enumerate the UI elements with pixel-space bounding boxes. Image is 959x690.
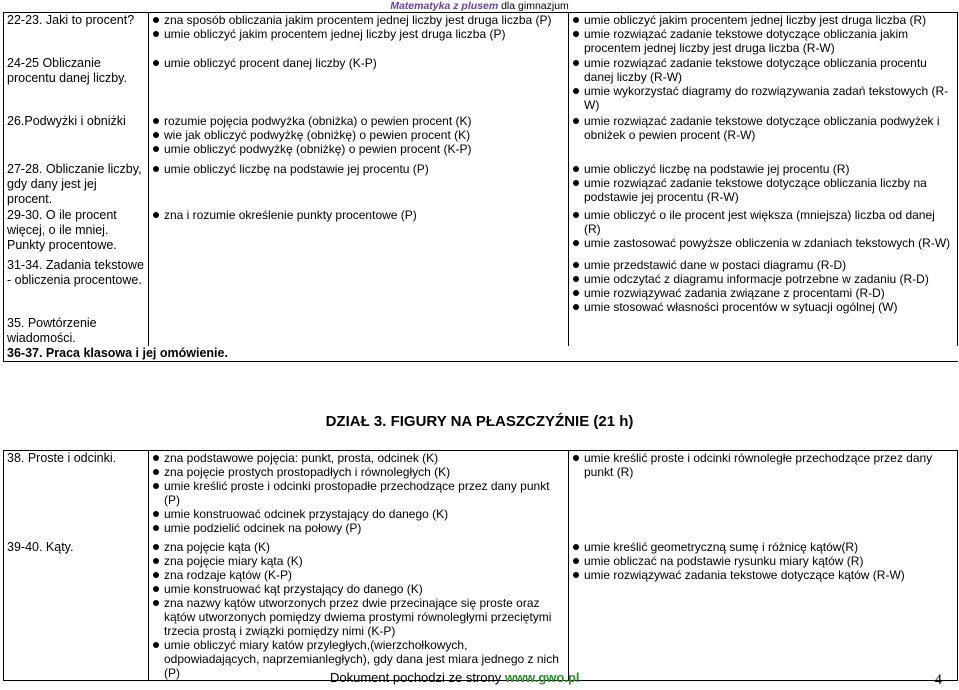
requirement-item: umie obliczyć miary katów przyległych,(wierzchołkowych, odpowiadających, naprzemianległych), gdy dana jest miara jednego z nich (P) <box>152 638 565 680</box>
requirement-item: umie rozwiązać zadanie tekstowe dotyczące obliczania liczby na podstawie jej procentu (R-W) <box>572 176 954 204</box>
topic-cell: 24-25 Obliczanie procentu danej liczby. <box>4 56 149 114</box>
extended-requirements-list <box>572 258 954 314</box>
requirement-item: umie konstruować odcinek przystający do danego (K) <box>152 507 565 521</box>
extended-requirements-cell <box>569 451 958 540</box>
extended-requirements-cell <box>569 114 958 162</box>
requirement-item: zna pojęcie prostych prostopadłych i równoległych (K) <box>152 465 565 479</box>
extended-requirements-list <box>572 114 954 142</box>
extended-requirements-list <box>572 162 954 204</box>
basic-requirements-list <box>152 208 565 222</box>
requirement-item: umie rozwiązywać zadania tekstowe dotyczące kątów (R-W) <box>572 568 954 582</box>
requirement-item: zna sposób obliczania jakim procentem jednej liczby jest druga liczba (P) <box>152 13 565 27</box>
extended-requirements-cell <box>569 258 958 316</box>
requirement-item: umie obliczyć o ile procent jest większa (mniejsza) liczba od danej (R) <box>572 208 954 236</box>
table-row <box>4 162 958 208</box>
extended-requirements-list <box>572 540 954 582</box>
table-row-final <box>4 346 958 362</box>
extended-requirements-list <box>572 208 954 250</box>
extended-requirements-list <box>572 56 954 112</box>
extended-requirements-list <box>572 13 954 55</box>
requirement-item: umie kreślić proste i odcinki prostopadłe przechodzące przez dany punkt (P) <box>152 479 565 507</box>
table-row <box>4 258 958 316</box>
basic-requirements-list <box>152 56 565 70</box>
requirement-item: zna podstawowe pojęcia: punkt, prosta, odcinek (K) <box>152 451 565 465</box>
source-link[interactable]: www.gwo.pl <box>504 670 580 685</box>
requirement-item: umie wykorzystać diagramy do rozwiązywania zadań tekstowych (R-W) <box>572 84 954 112</box>
page-header <box>0 0 959 12</box>
table-row <box>4 316 958 346</box>
basic-requirements-list <box>152 13 565 41</box>
basic-requirements-cell <box>149 208 569 258</box>
extended-requirements-list <box>572 451 954 479</box>
basic-requirements-cell <box>149 162 569 208</box>
topic-cell: 39-40. Kąty. <box>4 540 149 681</box>
requirement-item: umie rozwiązać zadanie tekstowe dotyczące obliczania jakim procentem jednej liczby jest druga liczba (R-W) <box>572 27 954 55</box>
requirement-item: rozumie pojęcia podwyżka (obniżka) o pewien procent (K) <box>152 114 565 128</box>
topic-cell: 31-34. Zadania tekstowe - obliczenia procentowe. <box>4 258 149 316</box>
basic-requirements-list <box>152 451 565 535</box>
requirement-item: umie rozwiązać zadanie tekstowe dotyczące obliczania podwyżek i obniżek o pewien procent (R-W) <box>572 114 954 142</box>
requirement-item: umie obliczać na podstawie rysunku miary kątów (R) <box>572 554 954 568</box>
requirement-item: umie rozwiązać zadanie tekstowe dotyczące obliczania procentu danej liczby (R-W) <box>572 56 954 84</box>
requirement-item: umie obliczyć procent danej liczby (K-P) <box>152 56 565 70</box>
basic-requirements-cell <box>149 451 569 540</box>
basic-requirements-cell <box>149 56 569 114</box>
header-subtitle: dla gimnazjum <box>501 0 569 12</box>
source-prefix: Dokument pochodzi ze strony <box>330 670 502 685</box>
extended-requirements-cell <box>569 540 958 681</box>
topic-cell: 22-23. Jaki to procent? <box>4 13 149 56</box>
header-brand: Matematyka z plusem <box>390 0 499 12</box>
page-footer <box>0 670 959 690</box>
requirement-item: umie kreślić geometryczną sumę i różnicę kątów(R) <box>572 540 954 554</box>
topic-cell: 26.Podwyżki i obniżki <box>4 114 149 162</box>
requirement-item: umie podzielić odcinek na połowy (P) <box>152 521 565 535</box>
section-title: DZIAŁ 3. FIGURY NA PŁASZCZYŹNIE (21 h) <box>325 413 634 430</box>
requirement-item: umie przedstawić dane w postaci diagramu (R-D) <box>572 258 954 272</box>
curriculum-table-figures <box>3 450 958 681</box>
basic-requirements-cell <box>149 258 569 316</box>
requirement-item: zna pojęcie kąta (K) <box>152 540 565 554</box>
source-note <box>330 670 580 686</box>
basic-requirements-cell <box>149 316 569 346</box>
basic-requirements-cell <box>149 114 569 162</box>
requirement-item: umie odczytać z diagramu informacje potrzebne w zadaniu (R-D) <box>572 272 954 286</box>
basic-requirements-cell <box>149 540 569 681</box>
basic-requirements-list <box>152 540 565 680</box>
curriculum-table-body <box>4 13 958 362</box>
requirement-item: zna pojęcie miary kąta (K) <box>152 554 565 568</box>
curriculum-table-percent <box>3 12 958 362</box>
topic-cell: 27-28. Obliczanie liczby, gdy dany jest jej procent. <box>4 162 149 208</box>
requirement-item: umie zastosować powyższe obliczenia w zdaniach tekstowych (R-W) <box>572 236 954 250</box>
table-row <box>4 56 958 114</box>
extended-requirements-cell <box>569 56 958 114</box>
topic-cell: 35. Powtórzenie wiadomości. <box>4 316 149 346</box>
requirement-item: zna i rozumie określenie punkty procentowe (P) <box>152 208 565 222</box>
table-row <box>4 208 958 258</box>
basic-requirements-list <box>152 114 565 156</box>
extended-requirements-cell <box>569 316 958 346</box>
requirement-item: umie konstruować kąt przystający do danego (K) <box>152 582 565 596</box>
basic-requirements-list <box>152 162 565 176</box>
extended-requirements-cell <box>569 13 958 56</box>
requirement-item: zna rodzaje kątów (K-P) <box>152 568 565 582</box>
extended-requirements-cell <box>569 208 958 258</box>
topic-cell: 38. Proste i odcinki. <box>4 451 149 540</box>
page-number: 4 <box>934 672 942 688</box>
requirement-item: umie rozwiązywać zadania związane z procentami (R-D) <box>572 286 954 300</box>
requirement-item: wie jak obliczyć podwyżkę (obniżkę) o pewien procent (K) <box>152 128 565 142</box>
table-row <box>4 114 958 162</box>
requirement-item: umie kreślić proste i odcinki równoległe przechodzące przez dany punkt (R) <box>572 451 954 479</box>
requirement-item: umie obliczyć liczbę na podstawie jej procentu (R) <box>572 162 954 176</box>
final-lesson-cell: 36-37. Praca klasowa i jej omówienie. <box>4 346 958 362</box>
table-row <box>4 13 958 56</box>
extended-requirements-cell <box>569 162 958 208</box>
basic-requirements-cell <box>149 13 569 56</box>
curriculum-table-body <box>4 451 958 681</box>
topic-cell: 29-30. O ile procent więcej, o ile mniej. Punkty procentowe. <box>4 208 149 258</box>
requirement-item: umie stosować własności procentów w sytuacji ogólnej (W) <box>572 300 954 314</box>
requirement-item: umie obliczyć podwyżkę (obniżkę) o pewien procent (K-P) <box>152 142 565 156</box>
requirement-item: umie obliczyć jakim procentem jednej liczby jest druga liczba (R) <box>572 13 954 27</box>
requirement-item: umie obliczyć jakim procentem jednej liczby jest druga liczba (P) <box>152 27 565 41</box>
requirement-item: zna nazwy kątów utworzonych przez dwie przecinające się proste oraz kątów utworzonych pomiędzy dwiema prostymi równoległymi przeciętymi trzecia prostą i związki pomiędzy nimi (K-P) <box>152 596 565 638</box>
requirement-item: umie obliczyć liczbę na podstawie jej procentu (P) <box>152 162 565 176</box>
table-row <box>4 540 958 681</box>
table-row <box>4 451 958 540</box>
